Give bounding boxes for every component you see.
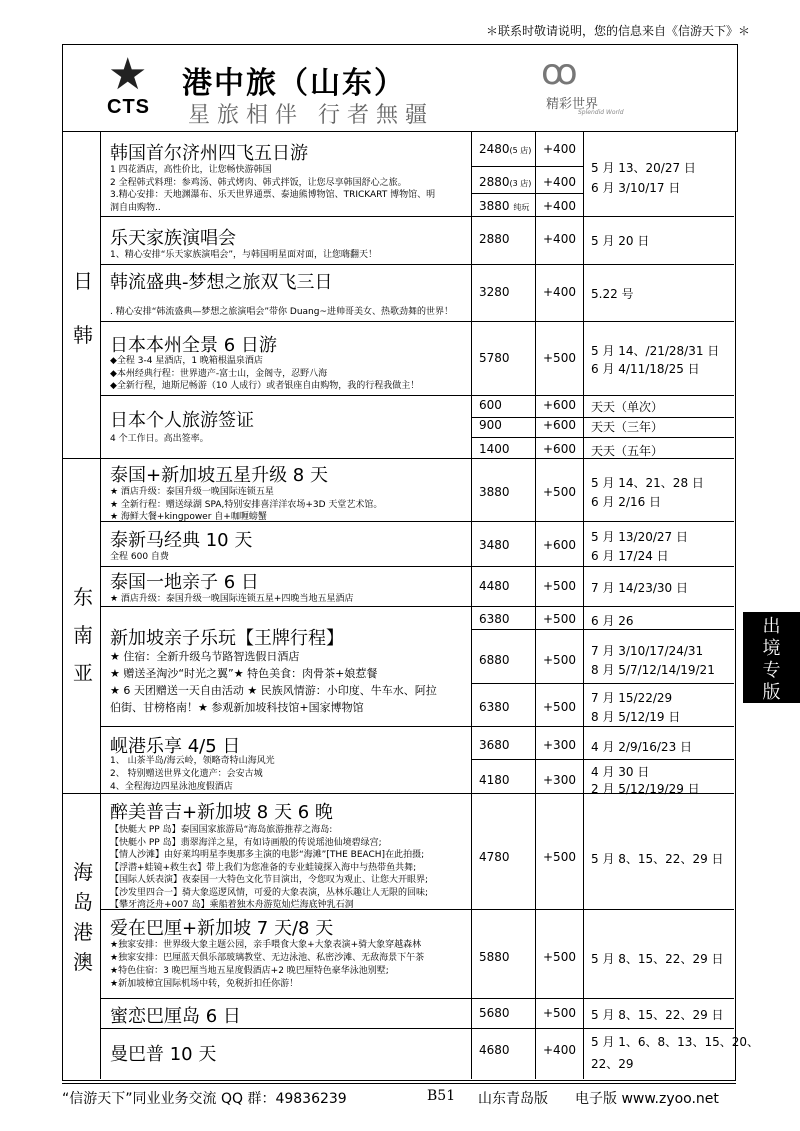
splendid-world-name: 精彩世界 <box>546 97 599 112</box>
desc-line: 2、 特别赠送世界文化遗产：会安古城 <box>110 769 263 779</box>
price-value: 3880 <box>479 199 510 213</box>
footer-qq-group: “信游天下”同业业务交流 QQ 群：49836239 <box>62 1091 347 1107</box>
price: 3880 <box>479 485 510 499</box>
region-southeast-asia <box>66 578 100 692</box>
tour-description: 4 个工作日。高出签率。 <box>110 434 209 444</box>
region-char: 海 <box>73 860 93 884</box>
region-japan-korea <box>66 262 100 354</box>
desc-line: 【沙发里四合一】骑大象巡逻风情，可爱的大象表演，丛林乐趣让人无限的回味; <box>110 887 429 898</box>
price: 600 <box>479 398 502 412</box>
tour-title: 新加坡亲子乐玩【王牌行程】 <box>110 628 344 649</box>
price: 3680 <box>479 738 510 752</box>
departure-dates <box>591 689 680 727</box>
divider <box>100 566 734 567</box>
desc-line: 4、全程海边四星泳池度假酒店 <box>110 782 233 792</box>
edition-name: 山东青岛版 <box>478 1091 548 1107</box>
divider <box>100 321 734 322</box>
departure-dates <box>591 158 696 198</box>
departure-date: 天天（三年） <box>591 420 664 434</box>
desc-line: ★独家安排：巴厘蓝天俱乐部玻璃教堂、无边泳池、私密沙滩、无敌海景下午茶 <box>110 953 425 963</box>
price: 4780 <box>479 850 510 864</box>
desc-line: 【快艇小 PP 岛】翡翠海洋之星，有如诗画般的传说瑶池仙境碧绿宫; <box>110 837 382 848</box>
price-note: 纯玩 <box>513 203 530 212</box>
tour-title: 醉美普吉+新加坡 8 天 6 晚 <box>110 802 333 823</box>
desc-line: ★ 全新行程：赠送绿湖 SPA,特别安排喜洋洋农场+3D 天堂艺术馆。 <box>110 499 383 510</box>
date-line: 6 月 4/11/18/25 日 <box>591 362 700 376</box>
fee: +600 <box>543 538 576 552</box>
desc-line: ◆本州经典行程：世界遗产-富士山，金阁寺，忍野八海 <box>110 368 328 379</box>
divider <box>100 395 734 396</box>
date-line: 6 月 17/24 日 <box>591 549 669 563</box>
divider <box>100 264 734 265</box>
desc-line: ★特色住宿：3 晚巴厘当地五星度假酒店+2 晚巴厘特色豪华泳池别墅; <box>110 966 389 976</box>
departure-dates <box>591 642 715 680</box>
departure-date: 5 月 8、15、22、29 日 <box>591 952 724 966</box>
fee: +600 <box>543 442 576 456</box>
price <box>479 142 531 156</box>
departure-date: 5 月 8、15、22、29 日 <box>591 1008 724 1022</box>
date-line: 5 月 14、21、28 日 <box>591 476 704 490</box>
brand-slogan: 星旅相伴 行者無疆 <box>188 103 434 128</box>
fee: +300 <box>543 773 576 787</box>
tour-title: 蜜恋巴厘岛 6 日 <box>110 1006 241 1027</box>
desc-line: 【情人沙滩】由好莱坞明星李奥那多主演的电影“海滩”[THE BEACH]在此拍摄; <box>110 850 425 860</box>
brand-name: 港中旅（山东） <box>182 66 406 101</box>
divider <box>471 629 734 630</box>
tour-description <box>110 486 382 524</box>
price: 900 <box>479 418 502 432</box>
date-line: 22、29 <box>591 1057 634 1071</box>
price: 4480 <box>479 579 510 593</box>
tour-description: ★ 酒店升级：泰国升级一晚国际连锁五星+四晚当地五星酒店 <box>110 594 354 604</box>
region-char: 南 <box>73 623 93 647</box>
desc-line: ★ 海鲜大餐+kingpower 自+咖喱螃蟹 <box>110 512 267 522</box>
departure-date: 5.22 号 <box>591 287 634 301</box>
tour-description: . 精心安排“韩流盛典—梦想之旅演唱会”带你 Duang~进帅哥美女、热歌劲舞的世界！ <box>110 307 454 317</box>
divider <box>471 759 734 760</box>
divider <box>100 998 734 999</box>
departure-date: 天天（单次） <box>591 400 664 414</box>
source-note: ＊联系时敬请说明，您的信息来自《信游天下》＊ <box>485 24 750 38</box>
tour-title: 岘港乐享 4/5 日 <box>110 736 241 757</box>
tab-char: 专 <box>762 660 781 681</box>
desc-line: 伯街、甘榜格南！★ 参观新加坡科技馆+国家博物馆 <box>110 701 364 714</box>
price-value: 2480 <box>479 142 510 156</box>
price: 5880 <box>479 950 510 964</box>
fee: +400 <box>543 142 576 156</box>
departure-date: 5 月 8、15、22、29 日 <box>591 852 724 866</box>
price: 5780 <box>479 351 510 365</box>
fee: +500 <box>543 579 576 593</box>
desc-line: 【攀牙湾泛舟+007 岛】乘船着独木舟游览灿烂海底钟乳石洞 <box>110 900 354 910</box>
tour-description <box>110 164 435 214</box>
desc-line: ★独家安排：世界级大象主题公园，亲手喂食大象+大象表演+骑大象穿越森林 <box>110 940 422 950</box>
desc-line: ★ 6 天团赠送一天自由活动 ★ 民族风情游：小印度、牛车水、阿拉 <box>110 684 437 697</box>
price-note: (3 店) <box>509 179 532 188</box>
fee: +400 <box>543 1043 576 1057</box>
tour-description: 1、精心安排“乐天家族演唱会”，与韩国明星面对面，让您嗨翻天！ <box>110 250 378 260</box>
price: 3280 <box>479 285 510 299</box>
date-line: 6 月 3/10/17 日 <box>591 181 681 195</box>
region-char: 韩 <box>73 323 93 347</box>
date-line: 7 月 3/10/17/24/31 <box>591 644 704 658</box>
date-line: 2 月 5/12/19/29 日 <box>591 782 700 796</box>
tour-title: 爱在巴厘+新加坡 7 天/8 天 <box>110 918 334 939</box>
date-line: 4 月 30 日 <box>591 765 650 779</box>
divider <box>471 437 734 438</box>
date-line: 5 月 14、/21/28/31 日 <box>591 344 720 358</box>
divider <box>100 606 734 607</box>
fee: +400 <box>543 175 576 189</box>
footer-rule <box>62 1083 736 1084</box>
departure-dates <box>591 474 704 512</box>
fee: +300 <box>543 738 576 752</box>
tour-title: 曼巴普 10 天 <box>110 1044 217 1065</box>
tour-description: 全程 600 自费 <box>110 552 169 562</box>
departure-date: 天天（五年） <box>591 444 664 458</box>
cts-star-icon: ★ <box>108 49 148 100</box>
price: 6380 <box>479 700 510 714</box>
price: 2880 <box>479 232 510 246</box>
desc-line: ★ 住宿：全新升级乌节路智选假日酒店 <box>110 650 300 663</box>
tour-description <box>110 755 275 794</box>
departure-dates <box>591 342 719 378</box>
page-number: B51 <box>427 1088 456 1104</box>
tab-char: 版 <box>762 682 781 703</box>
fee: +500 <box>543 700 576 714</box>
divider <box>100 1028 734 1029</box>
website-link[interactable]: 电子版 www.zyoo.net <box>575 1091 719 1107</box>
desc-line: ★ 赠送圣淘沙“时光之翼”★ 特色美食：肉骨茶+娘惹餐 <box>110 667 378 680</box>
fee: +500 <box>543 485 576 499</box>
price: 3480 <box>479 538 510 552</box>
departure-date: 4 月 2/9/16/23 日 <box>591 740 693 754</box>
divider <box>471 193 583 194</box>
date-line: 5 月 13/20/27 日 <box>591 530 688 544</box>
tour-description <box>110 939 424 991</box>
fee: +500 <box>543 1006 576 1020</box>
date-line: 5 月 13、20/27 日 <box>591 161 696 175</box>
region-islands <box>66 857 100 977</box>
price: 5680 <box>479 1006 510 1020</box>
fee: +500 <box>543 653 576 667</box>
tour-title: 泰新马经典 10 天 <box>110 530 253 551</box>
departure-dates <box>591 528 688 566</box>
fee: +400 <box>543 199 576 213</box>
outbound-section-tab <box>743 612 800 703</box>
desc-line: 【浮潜+蛙镜+救生衣】带上我们为您准备的专业蛙镜探入海中与热带鱼共舞; <box>110 862 417 873</box>
fee: +500 <box>543 950 576 964</box>
tour-description <box>110 355 419 393</box>
desc-line: ★ 酒店升级：泰国升级一晚国际连锁五星 <box>110 487 274 497</box>
tour-title: 日本个人旅游签证 <box>110 410 254 431</box>
departure-date: 5 月 20 日 <box>591 234 650 248</box>
desc-line: 2 全程韩式料理：参鸡汤、韩式烤肉、韩式拌饭，让您尽享韩国舒心之旅。 <box>110 177 407 188</box>
tour-description <box>110 648 437 716</box>
desc-line: ★新加坡樟宜国际机场中转，免税折扣任你游！ <box>110 979 299 989</box>
fee: +400 <box>543 232 576 246</box>
region-char: 澳 <box>73 950 93 974</box>
fee: +500 <box>543 612 576 626</box>
desc-line: 3.精心安排：天地渊瀑布、乐天世界通票、泰迪熊博物馆、TRICKART 博物馆、明 <box>110 190 436 200</box>
fee: +400 <box>543 285 576 299</box>
splendid-world-subtitle: Splendid World <box>578 109 624 116</box>
price: 6880 <box>479 653 510 667</box>
departure-dates <box>591 764 700 798</box>
departure-date: 6 月 26 <box>591 614 634 628</box>
region-char: 日 <box>73 269 93 293</box>
price <box>479 199 529 213</box>
price: 1400 <box>479 442 510 456</box>
tour-title: 乐天家族演唱会 <box>110 228 236 249</box>
tour-title: 韩流盛典-梦想之旅双飞三日 <box>110 272 333 293</box>
price <box>479 175 531 189</box>
region-char: 东 <box>73 585 93 609</box>
price: 4180 <box>479 773 510 787</box>
cts-logo-text: CTS <box>107 96 150 118</box>
price: 4680 <box>479 1043 510 1057</box>
date-line: 8 月 5/7/12/14/19/21 <box>591 663 715 677</box>
tab-char: 境 <box>762 638 781 659</box>
desc-line: ◆全程 3-4 星酒店，1 晚箱根温泉酒店 <box>110 356 263 366</box>
tour-title: 泰国+新加坡五星升级 8 天 <box>110 465 328 486</box>
fee: +600 <box>543 418 576 432</box>
divider <box>100 216 734 217</box>
splendid-world-logo-icon: ꝏ <box>541 52 578 93</box>
divider <box>471 166 583 167</box>
region-char: 岛 <box>73 890 93 914</box>
departure-date: 7 月 14/23/30 日 <box>591 581 688 595</box>
desc-line: 1、 山茶半岛/海云岭，领略奇特山海风光 <box>110 756 275 766</box>
fee: +500 <box>543 351 576 365</box>
price: 6380 <box>479 612 510 626</box>
desc-line: 洞自由购物.. <box>110 202 161 213</box>
region-char: 港 <box>73 920 93 944</box>
departure-dates <box>591 1031 759 1075</box>
tour-title: 泰国一地亲子 6 日 <box>110 572 259 593</box>
date-line: 6 月 2/16 日 <box>591 495 662 509</box>
tab-char: 出 <box>762 616 781 637</box>
fee: +600 <box>543 398 576 412</box>
tour-description <box>110 824 428 912</box>
date-line: 7 月 15/22/29 <box>591 691 673 705</box>
desc-line: 【国际人妖表演】夜泰国一大特色文化节目演出，令您叹为观止、让您大开眼界; <box>110 875 429 885</box>
divider <box>471 683 734 684</box>
tour-title: 韩国首尔济州四飞五日游 <box>110 143 308 164</box>
price-note: (5 店) <box>509 146 532 155</box>
tour-title: 日本本州全景 6 日游 <box>110 335 277 356</box>
region-char: 亚 <box>73 661 93 685</box>
fee: +500 <box>543 850 576 864</box>
desc-line: 1 四花酒店，高性价比，让您畅快游韩国 <box>110 165 272 175</box>
desc-line: 【快艇大 PP 岛】泰国国家旅游局“海岛旅游推荐之海岛: <box>110 825 333 835</box>
date-line: 8 月 5/12/19 日 <box>591 710 681 724</box>
desc-line: ◆全新行程，迪斯尼畅游（10 人成行）或者银座自由购物，我的行程我做主！ <box>110 381 420 391</box>
date-line: 5 月 1、6、8、13、15、20、 <box>591 1035 759 1049</box>
price-value: 2880 <box>479 175 510 189</box>
